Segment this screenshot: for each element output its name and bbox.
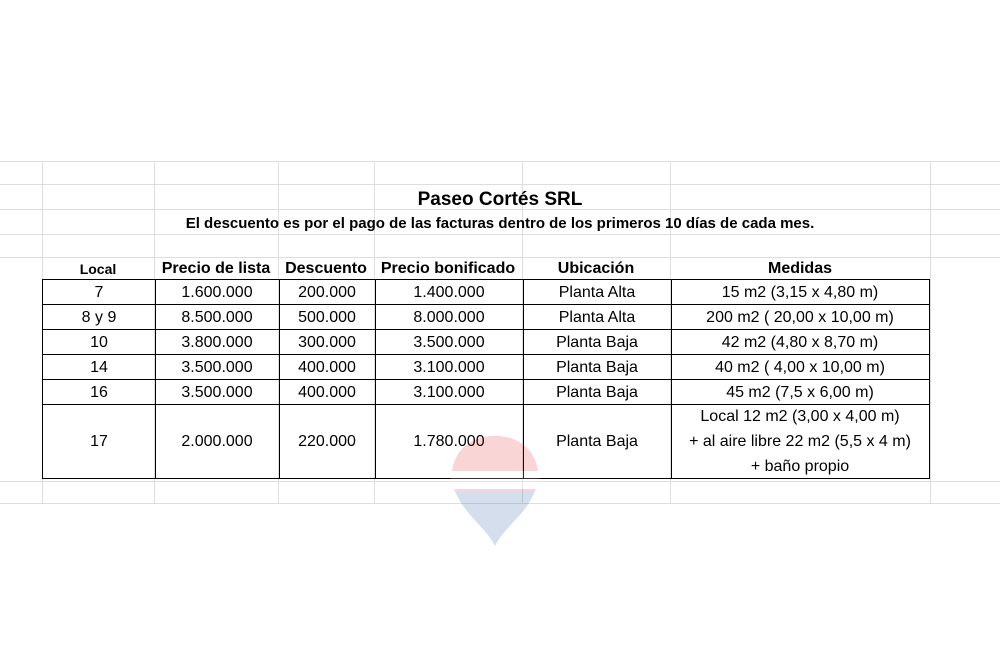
remax-balloon-icon [440,431,550,551]
cell-medidas [671,380,929,404]
cell-local: 8 y 9 [81,308,117,326]
cell-precio-lista: 8.500.000 [181,308,253,326]
cell-ubicacion: Planta Alta [558,283,636,301]
column-header-precio-lista: Precio de lista [161,260,271,277]
cell-precio-bonificado: 3.100.000 [413,383,485,401]
medidas-line: Local 12 m2 (3,00 x 4,00 m) [700,408,900,425]
cell-precio-bonificado: 3.100.000 [413,358,485,376]
cell-local: 16 [90,383,108,401]
cell-precio-lista: 3.500.000 [181,383,253,401]
cell-descuento: 400.000 [298,358,356,376]
cell-local: 14 [90,358,108,376]
cell-precio-lista: 3.800.000 [181,333,253,351]
column-header-medidas: Medidas [767,260,832,277]
column-header-ubicacion: Ubicación [557,260,635,277]
cell-medidas [671,330,929,354]
column-header-descuento: Descuento [285,260,367,277]
cell-precio-bonificado: 1.780.000 [413,433,485,450]
cell-ubicacion: Planta Baja [556,333,638,351]
cell-local: 17 [90,433,108,450]
cell-ubicacion: Planta Alta [558,308,636,326]
column-header-precio-bonificado: Precio bonificado [380,260,516,277]
cell-precio-lista: 3.500.000 [181,358,253,376]
cell-medidas [671,280,929,304]
cell-descuento: 500.000 [298,308,356,326]
cell-precio-bonificado: 1.400.000 [413,283,485,301]
cell-descuento: 200.000 [298,283,356,301]
cell-descuento: 300.000 [298,333,356,351]
cell-local: 10 [90,333,108,351]
page-title: Paseo Cortés SRL [417,189,583,210]
medidas-line: 200 m2 ( 20,00 x 10,00 m) [706,308,894,326]
cell-descuento: 220.000 [298,433,356,450]
cell-descuento: 400.000 [298,383,356,401]
medidas-line: 15 m2 (3,15 x 4,80 m) [721,283,879,301]
cell-medidas [671,355,929,379]
medidas-line: + baño propio [750,458,850,475]
cell-ubicacion: Planta Baja [556,383,638,401]
cell-precio-bonificado: 3.500.000 [413,333,485,351]
cell-local: 7 [94,283,104,301]
cell-ubicacion: Planta Baja [556,433,638,450]
cell-ubicacion: Planta Baja [556,358,638,376]
medidas-line: 40 m2 ( 4,00 x 10,00 m) [715,358,885,376]
discount-note: El descuento es por el pago de las facturas dentro de los primeros 10 días de cada mes. [185,215,815,232]
cell-medidas [671,405,929,478]
cell-precio-lista: 1.600.000 [181,283,253,301]
cell-precio-bonificado: 8.000.000 [413,308,485,326]
spreadsheet [0,161,1000,504]
medidas-line: 45 m2 (7,5 x 6,00 m) [726,383,874,401]
column-header-local: Local [79,261,117,277]
cell-precio-lista: 2.000.000 [181,433,253,450]
medidas-line: 42 m2 (4,80 x 8,70 m) [721,333,879,351]
medidas-line: + al aire libre 22 m2 (5,5 x 4 m) [689,433,911,450]
cell-medidas [671,305,929,329]
